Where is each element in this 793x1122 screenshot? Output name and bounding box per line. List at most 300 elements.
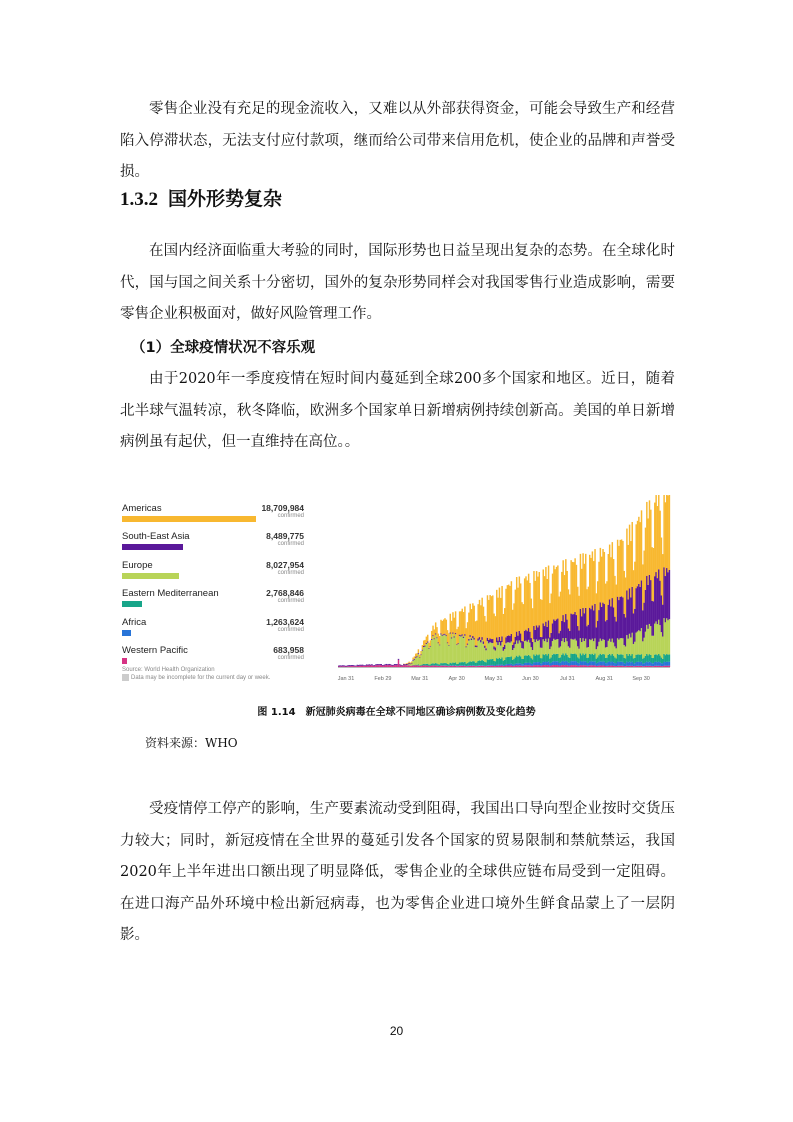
bar-western-pacific [440,666,441,667]
bar-western-pacific [456,666,457,667]
bar-americas [663,495,664,567]
bar-americas [501,586,502,636]
bar-americas [496,590,497,638]
bar-western-pacific [582,665,583,667]
bar-western-pacific [499,666,500,667]
region-bar [122,658,127,664]
bar-africa [622,662,623,666]
bar-south-east-asia [586,626,587,647]
bar-europe [581,642,582,655]
region-sub: confirmed [277,513,304,519]
bar-eastern-mediterranean [456,664,457,666]
bar-africa [606,663,607,666]
bar-south-east-asia [458,643,459,644]
bar-western-pacific [520,665,521,667]
bar-europe [606,647,607,658]
bar-eastern-mediterranean [586,658,587,663]
bar-europe [639,631,640,655]
bar-europe [431,640,432,664]
bar-americas [606,581,607,620]
bar-south-east-asia [626,590,627,635]
bar-western-pacific [481,666,482,667]
bar-south-east-asia [374,665,375,666]
bar-western-pacific [590,665,591,667]
bar-americas [621,539,622,596]
region-legend [118,493,308,689]
bar-western-pacific [533,665,534,667]
bar-south-east-asia [616,621,617,648]
bar-western-pacific [430,666,431,667]
bar-africa [505,664,506,665]
bar-americas [505,589,506,638]
section-title: 国外形势复杂 [168,188,283,210]
bar-eastern-mediterranean [616,659,617,664]
bar-americas [541,600,542,637]
bar-africa [581,662,582,666]
bar-europe [576,641,577,655]
bar-western-pacific [493,666,494,667]
bar-western-pacific [501,666,502,667]
bar-americas [536,571,537,625]
bar-south-east-asia [406,664,407,665]
bar-western-pacific [366,665,367,667]
bar-americas [456,629,457,644]
bar-eastern-mediterranean [605,658,606,663]
bar-south-east-asia [354,665,355,666]
bar-eastern-mediterranean [628,656,629,663]
bar-western-pacific [508,665,509,667]
bar-americas [553,565,554,619]
bar-eastern-mediterranean [580,653,581,661]
bar-eastern-mediterranean [543,654,544,662]
bar-western-pacific [374,666,375,667]
bar-eastern-mediterranean [565,653,566,661]
bar-europe [568,646,569,657]
bar-western-pacific [379,665,380,667]
bar-western-pacific [642,666,643,667]
bar-western-pacific [581,665,582,667]
bar-western-pacific [638,666,639,667]
bar-western-pacific [462,666,463,667]
bar-south-east-asia [637,586,638,631]
bar-western-pacific [488,666,489,667]
bar-africa [598,662,599,666]
bar-western-pacific [403,665,404,667]
bar-eastern-mediterranean [600,654,601,662]
bar-south-east-asia [419,657,420,658]
region-row-south-east-asia [122,531,308,559]
bar-americas [477,604,478,638]
bar-south-east-asia [489,638,490,642]
bar-europe [556,639,557,654]
bar-africa [666,662,667,666]
bar-south-east-asia [649,575,650,624]
bar-americas [580,554,581,609]
bar-south-east-asia [540,637,541,648]
bar-western-pacific [592,665,593,667]
bar-americas [418,649,419,653]
bar-south-east-asia [554,621,555,640]
bar-americas [581,569,582,616]
section-heading [120,186,282,213]
bar-africa [549,663,550,665]
bar-europe [465,647,466,663]
bar-eastern-mediterranean [531,658,532,664]
bar-europe [451,638,452,663]
bar-western-pacific [649,666,650,667]
bar-south-east-asia [512,645,513,650]
bar-americas [569,594,570,630]
bar-africa [509,664,510,666]
bar-south-east-asia [399,664,400,665]
bar-western-pacific [523,666,524,667]
bar-south-east-asia [576,615,577,640]
bar-south-east-asia [629,588,630,633]
bar-south-east-asia [503,647,504,651]
bar-south-east-asia [621,596,622,638]
bar-americas [585,554,586,608]
bar-western-pacific [473,666,474,667]
bar-eastern-mediterranean [415,665,416,666]
bar-americas [432,626,433,636]
bar-europe [634,642,635,658]
bar-europe [520,642,521,656]
bar-americas [641,510,642,580]
bar-africa [612,661,613,665]
bar-europe [541,648,542,658]
bar-americas [561,572,562,621]
bar-western-pacific [539,665,540,667]
bar-eastern-mediterranean [634,658,635,663]
bar-europe [493,649,494,661]
bar-americas [415,654,416,657]
bar-africa [528,663,529,666]
bar-south-east-asia [537,627,538,641]
bar-western-pacific [467,666,468,667]
bar-eastern-mediterranean [654,655,655,662]
bar-south-east-asia [604,604,605,640]
bar-europe [592,639,593,654]
bar-americas [528,574,529,628]
paragraph-trade-impact: 受疫情停工停产的影响，生产要素流动受到阻碍，我国出口导向型企业按时交货压力较大；同时，新冠疫情在全世界的蔓延引发各个国家的贸易限制和禁航禁运，我国2020年上半年进出口额出现了明显降低，零售企业的全球供应链布局受到一定阻碍。在进口海产品外环境中检出新冠病毒，也为零售企业进口境外生鲜食品蒙上了一层阴影。 [120,801,675,943]
bar-europe [491,643,492,659]
bar-americas [448,633,449,645]
bar-western-pacific [602,665,603,667]
bar-south-east-asia [589,608,590,640]
bar-europe [548,638,549,653]
bar-americas [516,577,517,632]
bar-western-pacific [484,666,485,667]
bar-europe [415,658,416,665]
bar-americas [438,634,439,643]
bar-eastern-mediterranean [496,658,497,665]
bar-western-pacific [524,665,525,667]
bar-africa [650,662,651,666]
bar-americas [566,571,567,620]
bar-eastern-mediterranean [612,654,613,662]
bar-africa [584,662,585,666]
bar-western-pacific [504,666,505,667]
bar-africa [562,661,563,665]
bar-eastern-mediterranean [426,664,427,666]
bar-americas [647,518,648,584]
bar-eastern-mediterranean [582,653,583,661]
bar-europe [485,650,486,662]
bar-eastern-mediterranean [657,655,658,662]
bar-western-pacific [529,665,530,667]
bar-south-east-asia [420,654,421,655]
bar-americas [655,495,656,572]
bar-europe [601,641,602,655]
bar-eastern-mediterranean [473,661,474,665]
bar-south-east-asia [639,587,640,631]
bar-western-pacific [424,665,425,667]
bar-eastern-mediterranean [500,659,501,665]
bar-eastern-mediterranean [435,663,436,665]
bar-south-east-asia [456,644,457,645]
bar-south-east-asia [596,627,597,649]
bar-western-pacific [558,666,559,667]
bar-south-east-asia [430,646,431,647]
bar-south-east-asia [483,641,484,644]
bar-eastern-mediterranean [416,665,417,666]
bar-western-pacific [422,665,423,667]
bar-europe [464,636,465,662]
bar-western-pacific [418,665,419,667]
bar-south-east-asia [427,642,428,643]
bar-africa [572,661,573,665]
bar-south-east-asia [496,637,497,642]
bar-western-pacific [423,665,424,667]
bar-europe [630,637,631,655]
bar-eastern-mediterranean [440,663,441,665]
bar-western-pacific [384,665,385,667]
bar-eastern-mediterranean [585,654,586,662]
bar-south-east-asia [643,603,644,638]
bar-eastern-mediterranean [665,655,666,662]
bar-americas [407,663,408,664]
bar-africa [592,661,593,665]
region-value: 8,489,775 [266,531,304,541]
bar-south-east-asia [346,666,347,667]
bar-western-pacific [572,665,573,667]
bar-eastern-mediterranean [633,658,634,663]
region-value: 2,768,846 [266,588,304,598]
bar-eastern-mediterranean [568,657,569,662]
bar-south-east-asia [455,633,456,634]
bar-eastern-mediterranean [452,663,453,666]
bar-south-east-asia [545,622,546,639]
region-bar [122,544,183,550]
region-sub: confirmed [277,598,304,604]
bar-eastern-mediterranean [553,654,554,662]
x-tick-label: Mar 31 [411,676,429,682]
bar-south-east-asia [550,633,551,647]
bar-americas [661,538,662,596]
bar-europe [459,636,460,662]
bar-eastern-mediterranean [516,656,517,664]
bar-europe [539,640,540,655]
bar-western-pacific [475,666,476,667]
bar-europe [512,650,513,660]
bar-south-east-asia [497,641,498,645]
bar-europe [662,637,663,659]
bar-western-pacific [416,665,417,667]
bar-south-east-asia [618,600,619,640]
bar-europe [507,642,508,657]
bar-western-pacific [606,666,607,667]
bar-africa [523,664,524,666]
bar-eastern-mediterranean [484,662,485,666]
bar-western-pacific [657,666,658,667]
bar-south-east-asia [605,621,606,647]
bar-europe [574,639,575,654]
bar-europe [525,641,526,656]
incomplete-note-text: Data may be incomplete for the current day or week. [131,675,271,682]
bar-africa [500,665,501,666]
bar-western-pacific [634,666,635,667]
bar-americas [499,588,500,637]
bar-americas [444,618,445,634]
bar-eastern-mediterranean [436,664,437,666]
bar-americas [658,495,659,569]
bar-europe [654,624,655,655]
bar-americas [512,610,513,645]
bar-western-pacific [586,666,587,667]
bar-south-east-asia [460,635,461,636]
bar-africa [553,661,554,665]
bar-europe [436,638,437,663]
bar-africa [609,661,610,665]
bar-eastern-mediterranean [458,664,459,666]
bar-americas [629,525,630,589]
bar-western-pacific [631,666,632,667]
bar-south-east-asia [642,610,643,641]
bar-south-east-asia [613,607,614,642]
bar-europe [426,644,427,664]
bar-western-pacific [557,665,558,667]
bar-western-pacific [512,666,513,667]
bar-africa [655,662,656,666]
bar-europe [586,648,587,658]
bar-europe [643,638,644,658]
bar-americas [515,590,516,637]
bar-eastern-mediterranean [477,661,478,666]
bar-americas [540,599,541,637]
bar-western-pacific [367,666,368,667]
bar-americas [667,495,668,572]
bar-europe [588,647,589,658]
bar-south-east-asia [362,665,363,666]
bar-europe [439,645,440,664]
bar-americas [447,630,448,642]
bar-africa [531,664,532,666]
bar-eastern-mediterranean [655,654,656,662]
bar-americas [431,631,432,639]
bar-western-pacific [377,665,378,667]
bar-africa [561,662,562,666]
bar-eastern-mediterranean [459,662,460,665]
bar-south-east-asia [573,614,574,639]
bar-eastern-mediterranean [625,658,626,663]
bar-south-east-asia [471,638,472,640]
bar-americas [634,562,635,609]
bar-europe [536,639,537,654]
bar-western-pacific [666,666,667,667]
bar-europe [513,648,514,659]
bar-eastern-mediterranean [663,654,664,662]
bar-europe [519,640,520,655]
bar-europe [418,654,419,664]
bar-south-east-asia [373,665,374,666]
bar-eastern-mediterranean [431,664,432,666]
bar-europe [580,638,581,653]
bar-western-pacific [613,666,614,667]
bar-south-east-asia [511,634,512,641]
bar-south-east-asia [414,659,415,660]
bar-south-east-asia [568,629,569,647]
bar-eastern-mediterranean [574,654,575,662]
bar-americas [617,540,618,597]
bar-south-east-asia [370,665,371,666]
bar-africa [543,662,544,665]
bar-western-pacific [381,665,382,667]
bar-western-pacific [363,666,364,667]
bar-south-east-asia [377,664,378,665]
bar-south-east-asia [450,633,451,634]
bar-europe [515,644,516,657]
bar-south-east-asia [424,646,425,647]
bar-western-pacific [399,665,400,667]
bar-americas [446,620,447,635]
bar-eastern-mediterranean [614,658,615,664]
bar-europe [554,640,555,654]
bar-eastern-mediterranean [642,659,643,664]
bar-americas [631,522,632,587]
bar-americas [424,640,425,646]
bar-europe [570,639,571,654]
bar-eastern-mediterranean [485,662,486,666]
bar-south-east-asia [395,664,396,665]
bar-western-pacific [371,665,372,667]
bar-africa [577,663,578,666]
bar-africa [635,662,636,666]
bar-europe [649,624,650,654]
bar-europe [419,658,420,665]
bar-africa [568,663,569,666]
bar-western-pacific [454,666,455,667]
bar-eastern-mediterranean [487,659,488,665]
bar-africa [507,664,508,665]
bar-eastern-mediterranean [604,654,605,661]
bar-south-east-asia [614,617,615,647]
bar-south-east-asia [382,665,383,666]
bar-eastern-mediterranean [581,655,582,662]
bar-western-pacific [597,666,598,667]
bar-europe [434,639,435,663]
bar-europe [560,646,561,657]
bar-western-pacific [554,665,555,667]
bar-americas [493,614,494,647]
bar-americas [497,598,498,641]
bar-eastern-mediterranean [624,658,625,663]
bar-eastern-mediterranean [626,654,627,662]
bar-south-east-asia [519,631,520,640]
bar-western-pacific [550,666,551,667]
bar-western-pacific [643,666,644,667]
bar-africa [497,665,498,666]
bar-europe [590,640,591,654]
